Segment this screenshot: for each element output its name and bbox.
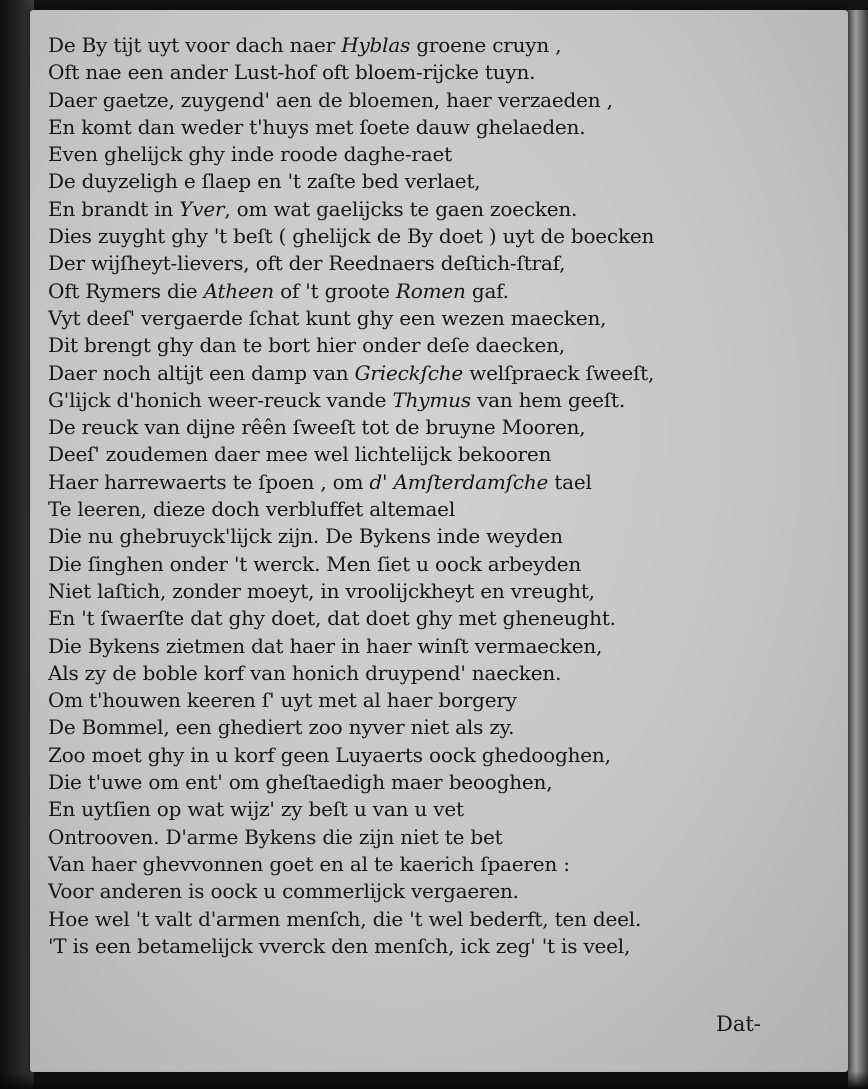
verse-line <box>48 223 768 250</box>
verse-line <box>48 578 768 605</box>
verse-line <box>48 278 768 305</box>
verse-line <box>48 906 768 933</box>
verse-line <box>48 824 768 851</box>
verse-line <box>48 878 768 905</box>
verse-line <box>48 414 768 441</box>
verse-text: Oft nae een ander Lust-hof oft bloem-rijcke tuyn. <box>48 60 536 85</box>
catchword: Dat- <box>716 1012 761 1036</box>
verse-text: Even ghelijck ghy inde roode daghe-raet <box>48 142 452 167</box>
verse-line <box>48 469 768 496</box>
verse-text: Zoo moet ghy in u korf geen Luyaerts oock ghedooghen, <box>48 742 611 767</box>
verse-text: Vyt deeſ' vergaerde ſchat kunt ghy een wezen maecken, <box>48 305 607 330</box>
verse-line <box>48 32 768 59</box>
verse-text: Die nu ghebruyck'lijck zijn. De Bykens inde weyden <box>48 524 563 549</box>
verse-text: En uytſien op wat wijz' zy beſt u van u vet <box>48 797 464 822</box>
verse-text: Voor anderen is oock u commerlijck vergaeren. <box>48 879 519 904</box>
italic-name: Hyblas <box>341 33 411 57</box>
verse-text: Die t'uwe om ent' om gheſtaedigh maer beooghen, <box>48 770 553 795</box>
verse-line <box>48 59 768 86</box>
verse-line <box>48 851 768 878</box>
verse-line <box>48 441 768 468</box>
verse-text: De duyzeligh e ſlaep en 't zaſte bed verlaet, <box>48 169 481 194</box>
poem-text <box>48 32 768 960</box>
verse-line <box>48 523 768 550</box>
verse-text: , om wat gaelijcks te gaen zoecken. <box>224 196 578 221</box>
verse-text: Dit brengt ghy dan te bort hier onder deſe daecken, <box>48 333 565 358</box>
verse-line <box>48 168 768 195</box>
verse-line <box>48 933 768 960</box>
verse-line <box>48 332 768 359</box>
verse-text: Der wijſheyt-lievers, oft der Reednaers deſtich-ſtraf, <box>48 251 566 276</box>
verse-line <box>48 551 768 578</box>
verse-text: Ontrooven. D'arme Bykens die zijn niet te bet <box>48 824 503 849</box>
verse-text: En brandt in <box>48 196 180 221</box>
verse-line <box>48 496 768 523</box>
italic-name: d' Amſterdamſche <box>369 469 549 494</box>
verse-text: of 't groote <box>273 278 396 303</box>
verse-text: De reuck van dijne rêên ſweeſt tot de bruyne Mooren, <box>48 415 586 440</box>
next-page-edge <box>848 10 868 1089</box>
verse-line <box>48 633 768 660</box>
verse-line <box>48 387 768 414</box>
verse-text: Niet laſtich, zonder moeyt, in vroolijckheyt en vreught, <box>48 578 595 603</box>
italic-name: Yver <box>179 196 225 221</box>
binding-shadow <box>0 0 34 1089</box>
verse-text: tael <box>548 469 592 494</box>
verse-line <box>48 141 768 168</box>
verse-text: En komt dan weder t'huys met ſoete dauw ghelaeden. <box>48 114 586 139</box>
verse-line <box>48 87 768 114</box>
verse-text: gaf. <box>465 278 509 303</box>
verse-text: De By tijt uyt voor dach naer <box>48 33 342 57</box>
verse-text: Die Bykens zietmen dat haer in haer winſt vermaecken, <box>48 633 603 658</box>
verse-line <box>48 660 768 687</box>
bottom-shadow <box>0 1071 868 1089</box>
verse-text: Daer gaetze, zuygend' aen de bloemen, haer verzaeden , <box>48 87 613 112</box>
verse-line <box>48 769 768 796</box>
verse-text: G'lijck d'honich weer-reuck vande <box>48 387 393 412</box>
verse-line <box>48 305 768 332</box>
verse-text: Hoe wel 't valt d'armen menſch, die 't wel bederft, ten deel. <box>48 906 642 931</box>
verse-line <box>48 687 768 714</box>
verse-line <box>48 114 768 141</box>
verse-text: Daer noch altijt een damp van <box>48 360 355 385</box>
verse-text: Oft Rymers die <box>48 278 204 303</box>
verse-text: Te leeren, dieze doch verbluffet altemael <box>48 497 456 522</box>
verse-text: Die ſinghen onder 't werck. Men ſiet u oock arbeyden <box>48 551 582 576</box>
verse-line <box>48 796 768 823</box>
verse-line <box>48 360 768 387</box>
verse-text: van hem geeſt. <box>470 387 626 412</box>
verse-text: Als zy de boble korf van honich druypend' naecken. <box>48 660 562 685</box>
verse-text: Deeſ' zoudemen daer mee wel lichtelijck bekooren <box>48 442 552 467</box>
verse-text: groene cruyn , <box>410 33 562 57</box>
verse-line <box>48 196 768 223</box>
verse-text: Dies zuyght ghy 't beſt ( ghelijck de By doet ) uyt de boecken <box>48 224 655 249</box>
verse-line <box>48 714 768 741</box>
verse-text: 'T is een betamelijck vverck den menſch, ick zeg' 't is veel, <box>48 933 631 958</box>
italic-name: Thymus <box>392 387 471 412</box>
verse-line <box>48 605 768 632</box>
verse-text: welſpraeck ſweeſt, <box>463 360 655 385</box>
verse-text: En 't ſwaerſte dat ghy doet, dat doet ghy met gheneught. <box>48 606 616 631</box>
verse-line <box>48 250 768 277</box>
verse-text: Van haer ghevvonnen goet en al te kaerich ſpaeren : <box>48 851 570 876</box>
verse-line <box>48 742 768 769</box>
italic-name: Atheen <box>203 278 274 303</box>
verse-text: Om t'houwen keeren ſ' uyt met al haer borgery <box>48 688 517 713</box>
verse-text: Haer harrewaerts te ſpoen , om <box>48 469 370 494</box>
verse-text: De Bommel, een ghediert zoo nyver niet als zy. <box>48 715 515 740</box>
italic-name: Grieckſche <box>354 360 464 385</box>
italic-name: Romen <box>395 278 466 303</box>
